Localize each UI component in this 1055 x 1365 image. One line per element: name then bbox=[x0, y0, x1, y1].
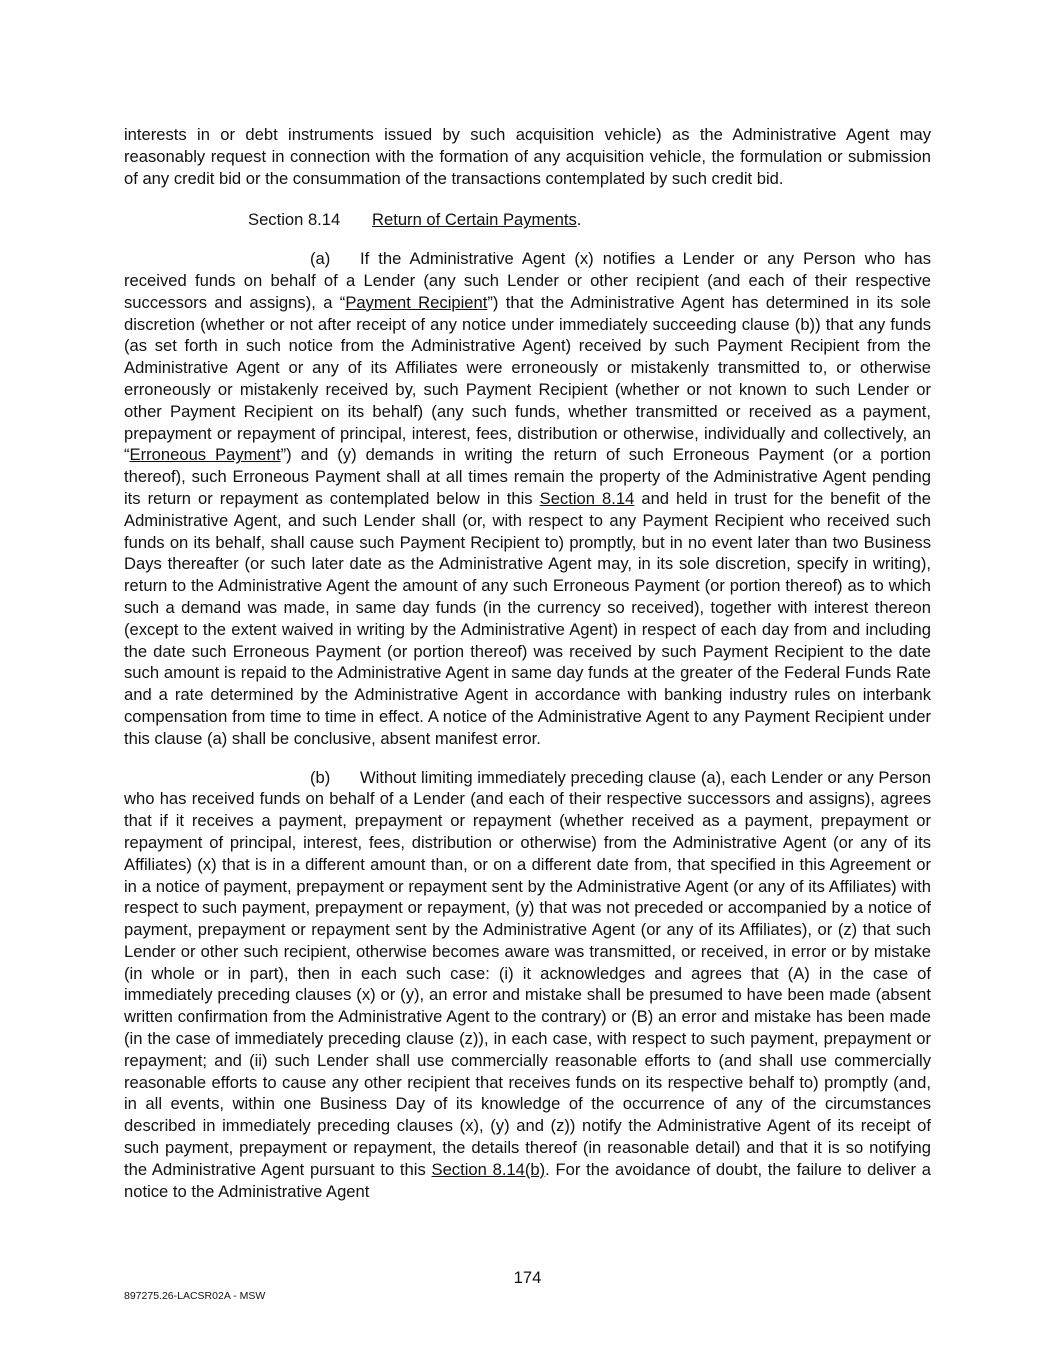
section-heading bbox=[124, 209, 931, 231]
paragraph-a-text-1: If the Administrative Agent (x) notifies a Lender or any Person who has received funds on behalf of a Lender (any such Lender or other recipient (and each of their respective successors and assigns), a “ bbox=[124, 249, 931, 312]
defined-term-payment-recipient: Payment Recipient bbox=[345, 292, 488, 312]
paragraph-a bbox=[124, 248, 931, 749]
paragraph-a-label: (a) bbox=[310, 249, 331, 269]
section-title-suffix: . bbox=[576, 210, 582, 230]
paragraph-b-text-2: . For the avoidance of doubt, the failure to deliver a notice to the Administrative Agent bbox=[124, 1159, 931, 1201]
paragraph-b bbox=[124, 767, 931, 1203]
document-footer-id: 897275.26-LACSR02A - MSW bbox=[124, 1290, 266, 1302]
section-reference-8-14: Section 8.14 bbox=[539, 488, 635, 508]
paragraph-b-text-1: Without limiting immediately preceding clause (a), each Lender or any Person who has received funds on behalf of a Lender (and each of their respective successors and assigns), agrees that if it receives a payment, prepayment or repayment (whether received as a payment, prepayment or repayment of principal, interest, fees, distribution or otherwise) from the Administrative Agent (or any of its Affiliates) (x) that is in a different amount than, or on a different date from, that specified in this Agreement or in a notice of payment, prepayment or repayment sent by the Administrative Agent (or any of its Affiliates) with respect to such payment, prepayment or repayment, (y) that was not preceded or accompanied by a notice of payment, prepayment or repayment sent by the Administrative Agent (or any of its Affiliates), or (z) that such Lender or other such recipient, otherwise becomes aware was transmitted, or received, in error or by mistake (in whole or in part), then in each such case: (i) it acknowledges and agrees that (A) in the case of immediately preceding clauses (x) or (y), an error and mistake shall be presumed to have been made (absent written confirmation from the Administrative Agent to the contrary) or (B) an error and mistake has been made (in the case of immediately preceding clause (z)), in each case, with respect to such payment, prepayment or repayment; and (ii) such Lender shall use commercially reasonable efforts to (and shall use commercially reasonable efforts to cause any other recipient that receives funds on its respective behalf to) promptly (and, in all events, within one Business Day of its knowledge of the occurrence of any of the circumstances described in immediately preceding clauses (x), (y) and (z)) notify the Administrative Agent of its receipt of such payment, prepayment or repayment, the details thereof (in reasonable detail) and that it is so notifying the Administrative Agent pursuant to this bbox=[124, 767, 931, 1179]
paragraph-b-label: (b) bbox=[310, 767, 331, 787]
section-title: Return of Certain Payments bbox=[372, 210, 577, 230]
section-number: Section 8.14 bbox=[248, 210, 341, 230]
document-page bbox=[124, 124, 931, 1202]
paragraph-a-text-4: and held in trust for the benefit of the Administrative Agent, and such Lender shall (or, with respect to any Payment Recipient who received such funds on its behalf, shall cause such Payment Recipient to) promptly, but in no event later than two Business Days thereafter (or such later date as the Administrative Agent may, in its sole discretion, specify in writing), return to the Administrative Agent the amount of any such Erroneous Payment (or portion thereof) as to which such a demand was made, in same day funds (in the currency so received), together with interest thereon (except to the extent waived in writing by the Administrative Agent) in respect of each day from and including the date such Erroneous Payment (or portion thereof) was received by such Payment Recipient to the date such amount is repaid to the Administrative Agent in same day funds at the greater of the Federal Funds Rate and a rate determined by the Administrative Agent in accordance with banking industry rules on interbank compensation from time to time in effect. A notice of the Administrative Agent to any Payment Recipient under this clause (a) shall be conclusive, absent manifest error. bbox=[124, 488, 931, 748]
defined-term-erroneous-payment: Erroneous Payment bbox=[129, 445, 281, 465]
paragraph-a-text-2: ”) that the Administrative Agent has determined in its sole discretion (whether or not after receipt of any notice under immediately succeeding clause (b)) that any funds (as set forth in such notice from the Administrative Agent) received by such Payment Recipient from the Administrative Agent or any of its Affiliates were erroneously or mistakenly transmitted to, or otherwise erroneously or mistakenly received by, such Payment Recipient (whether or not known to such Lender or other Payment Recipient on its behalf) (any such funds, whether transmitted or received as a payment, prepayment or repayment of principal, interest, fees, distribution or otherwise, individually and collectively, an “ bbox=[124, 292, 931, 465]
page-number: 174 bbox=[513, 1268, 542, 1287]
continuation-paragraph: interests in or debt instruments issued by such acquisition vehicle) as the Administrative Agent may reasonably request in connection with the formation of any acquisition vehicle, the formulation or submission of any credit bid or the consummation of the transactions contemplated by such credit bid. bbox=[124, 125, 931, 188]
paragraph-a-text-3: ”) and (y) demands in writing the return of such Erroneous Payment (or a portion thereof), such Erroneous Payment shall at all times remain the property of the Administrative Agent pending its return or repayment as contemplated below in this bbox=[124, 445, 932, 508]
section-reference-8-14b: Section 8.14(b) bbox=[431, 1159, 546, 1179]
